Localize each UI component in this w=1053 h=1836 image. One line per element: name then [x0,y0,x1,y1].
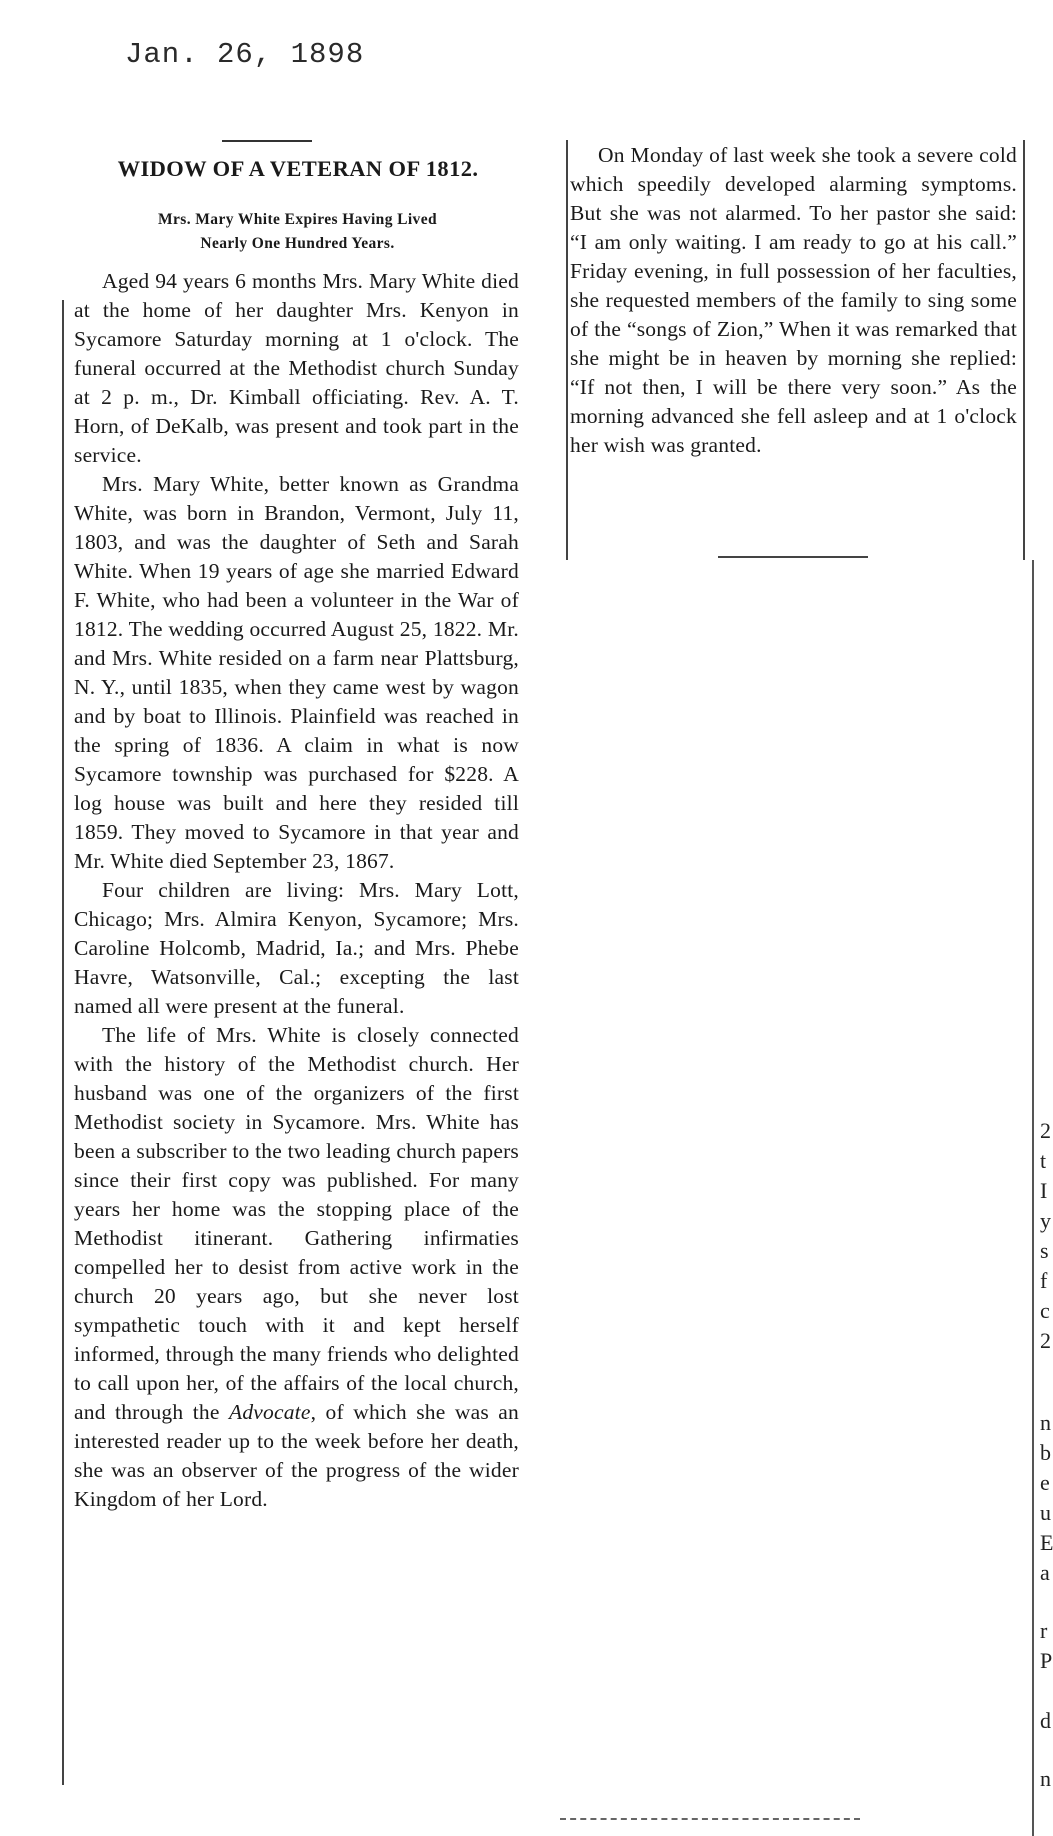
subhead-line-1: Mrs. Mary White Expires Having Lived [157,211,438,228]
advocate-title: Advocate [228,1400,311,1424]
edge-fragment: E [1040,1530,1053,1555]
paragraph-4 [74,1021,519,1514]
edge-fragment: I [1040,1178,1048,1203]
paragraph-4-start: The life of Mrs. White is closely connected with the history of the Methodist church. Her husband was one of the organizers of the first Methodist society in Sycamore. Mrs. White has been a subscriber to the two leading church papers since their first copy was published. For many years her home was the stopping place of the Methodist itinerant. Gathering infirmaties compelled her to desist from active work in the church 20 years ago, but she never lost sympathetic touch with it and kept herself informed, through the many friends who delighted to call upon her, of the affairs of the local church, and through the [74,1023,519,1424]
edge-fragment: d [1040,1708,1051,1733]
edge-fragment: t [1040,1148,1047,1173]
article-end-rule [718,556,868,558]
paragraph-3: Four children are living: Mrs. Mary Lott, Chicago; Mrs. Almira Kenyon, Sycamore; Mrs. Caroline Holcomb, Madrid, Ia.; and Mrs. Phebe Havre, Watsonville, Cal.; excepting the last named all were present at the funeral. [74,878,519,1018]
paragraph-1: Aged 94 years 6 months Mrs. Mary White died at the home of her daughter Mrs. Kenyon in Sycamore Saturday morning at 1 o'clock. The funeral occurred at the Methodist church Sunday at 2 p. m., Dr. Kimball officiating. Rev. A. T. Horn, of DeKalb, was present and took part in the service. [74,269,519,467]
paragraph-4-end: , of which she was an interested reader up to the week before her death, she was an observer of the progress of the wider Kingdom of her Lord. [74,1400,519,1511]
edge-fragment: r [1040,1618,1048,1643]
edge-fragment: a [1040,1560,1050,1585]
edge-fragment: P [1040,1648,1053,1673]
edge-fragment: s [1040,1238,1049,1263]
paragraph-5: On Monday of last week she took a severe cold which speedily developed alarming symptoms. But she was not alarmed. To her pastor she said: “I am only waiting. I am ready to go at his call.” Friday evening, in full possession of her faculties, she requested members of the family to sing some of the “songs of Zion,” When it was remarked that she might be in heaven by morning she replied: “If not then, I will be there very soon.” As the morning advanced she fell asleep and at 1 o'clock her wish was granted. [570,143,1017,457]
edge-fragment: 2 [1040,1118,1051,1143]
edge-fragment: u [1040,1500,1051,1525]
edge-fragment: e [1040,1470,1050,1495]
article-subhead [70,208,525,256]
edge-fragment: f [1040,1268,1048,1293]
left-column-body [74,267,519,1514]
edge-column-rule [1032,560,1034,1836]
headline-top-rule [222,140,312,142]
paragraph-2: Mrs. Mary White, better known as Grandma White, was born in Brandon, Vermont, July 11, 1803, and was the daughter of Seth and Sarah White. When 19 years of age she married Edward F. White, who had been a volunteer in the War of 1812. The wedding occurred August 25, 1822. Mr. and Mrs. White resided on a farm near Plattsburg, N. Y., until 1835, when they came west by wagon and by boat to Illinois. Plainfield was reached in the spring of 1836. A claim in what is now Sycamore township was purchased for $228. A log house was built and here they resided till 1859. They moved to Sycamore in that year and Mr. White died September 23, 1867. [74,472,519,873]
edge-fragment: y [1040,1208,1051,1233]
right-column-rule [1023,140,1025,560]
edge-fragment: c [1040,1298,1050,1323]
dateline: Jan. 26, 1898 [125,38,365,71]
page-bottom-rule [560,1818,860,1820]
subhead-line-2: Nearly One Hundred Years. [200,235,395,252]
edge-fragment: n [1040,1766,1051,1791]
edge-fragment: n [1040,1410,1051,1435]
right-column-body [570,141,1017,460]
left-column-rule [62,300,64,1785]
adjacent-column-fragments [1040,0,1053,1836]
center-column-rule [566,140,568,560]
edge-fragment: 2 [1040,1328,1051,1353]
article-headline: WIDOW OF A VETERAN OF 1812. [117,156,479,181]
edge-fragment: b [1040,1440,1051,1465]
